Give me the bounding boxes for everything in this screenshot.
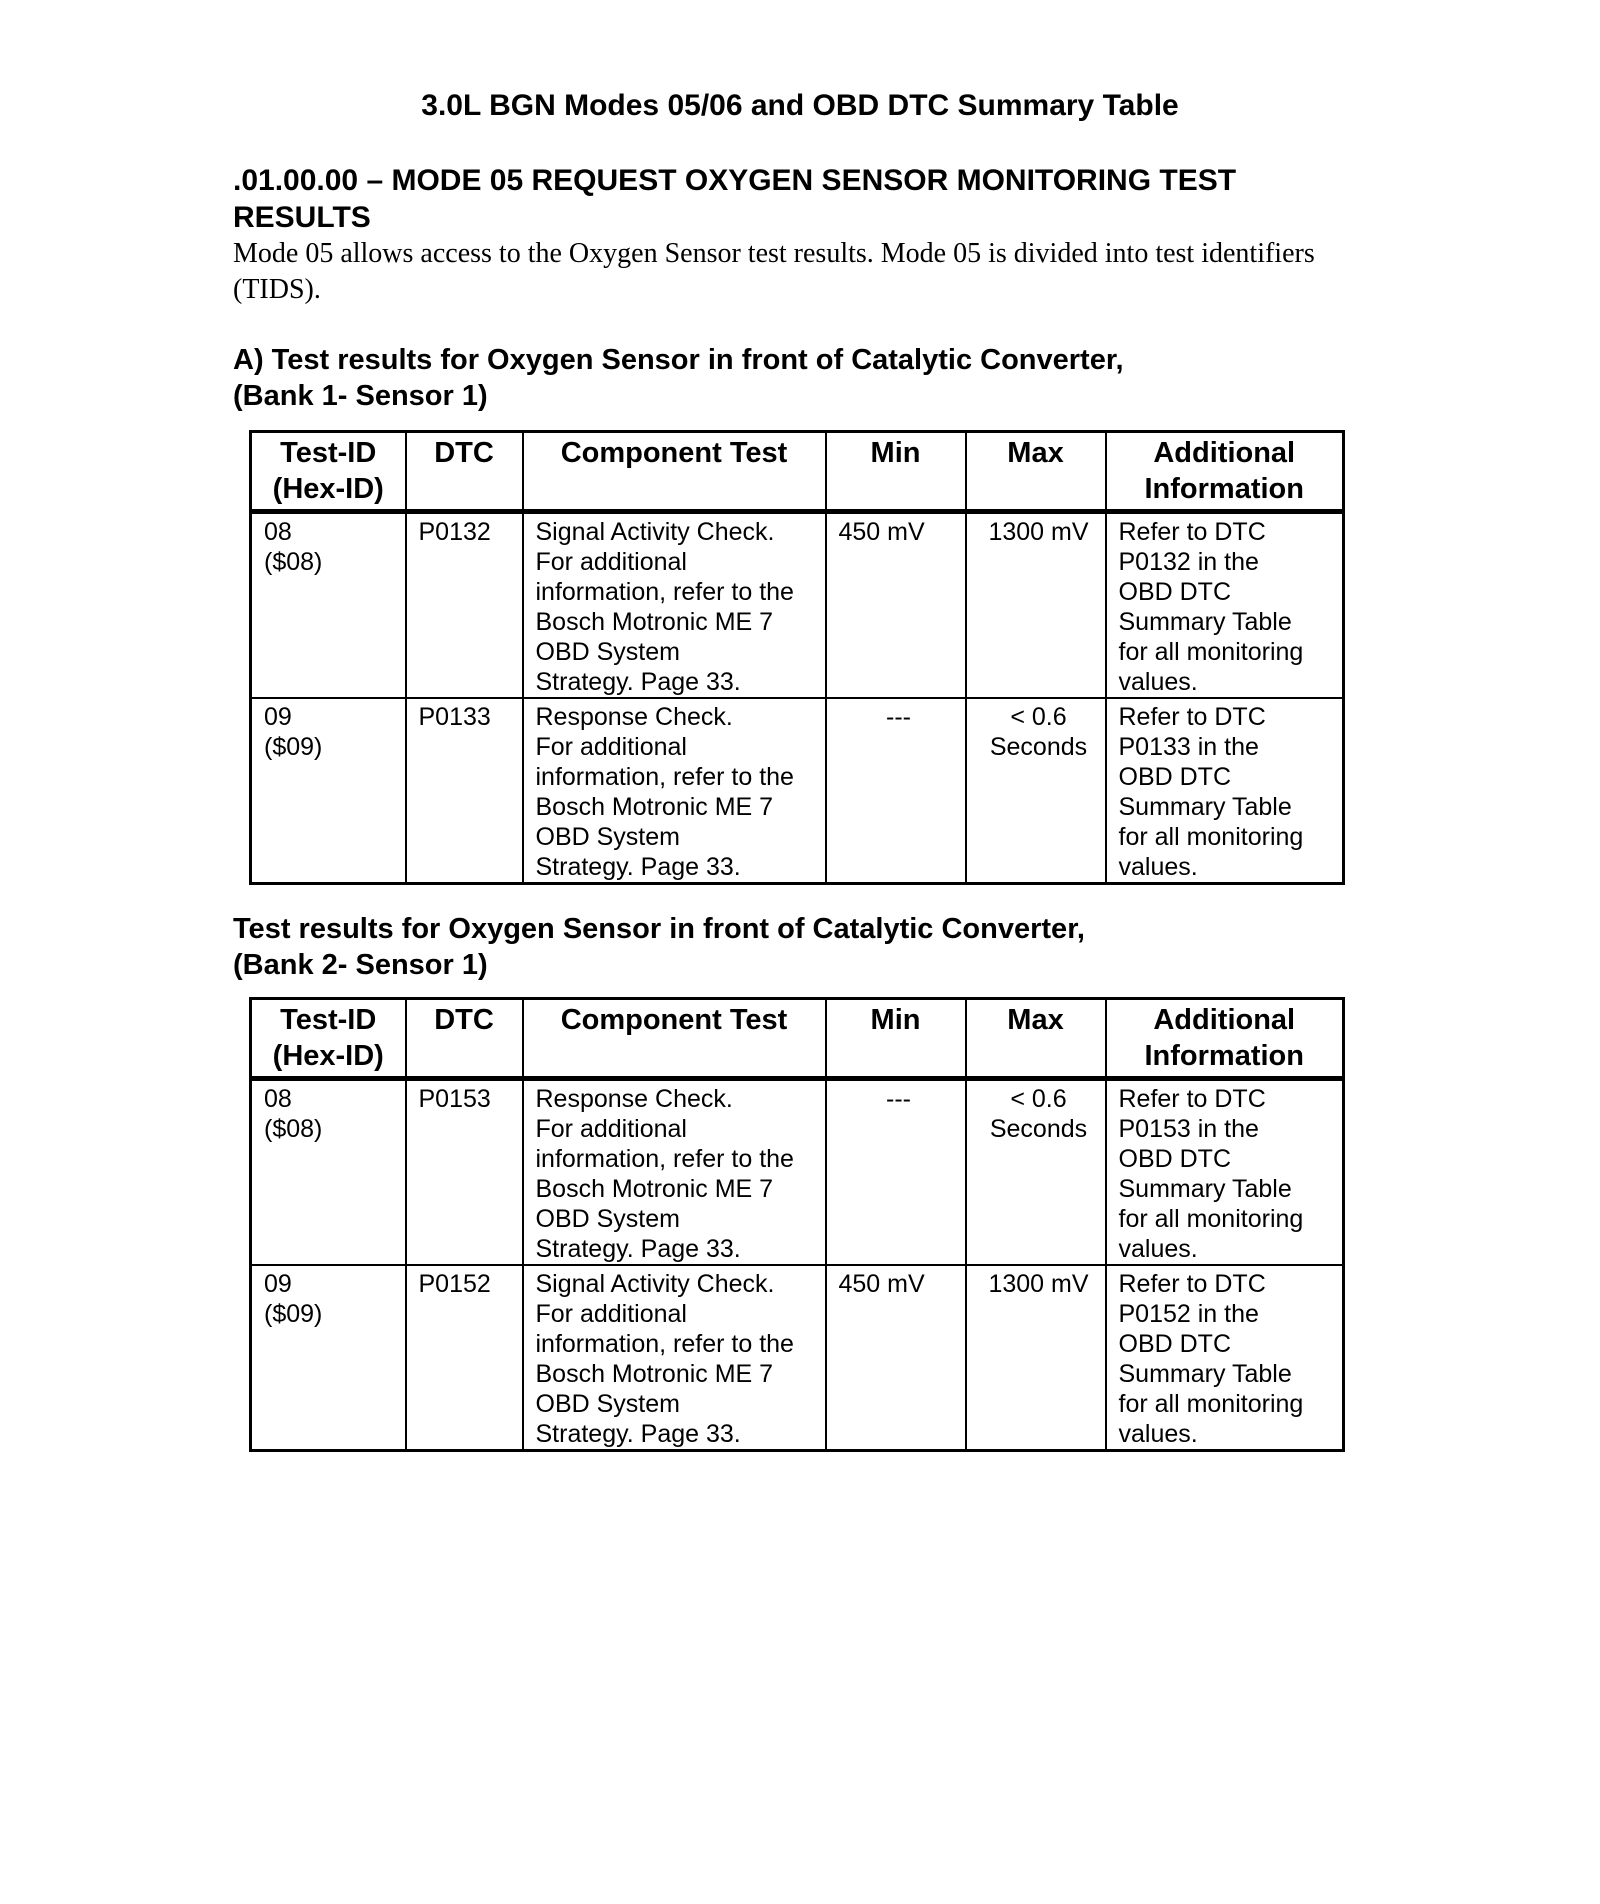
table-header-row — [251, 999, 1344, 1079]
header-min: Min — [826, 432, 966, 512]
header-additional-information: Additional Information — [1106, 432, 1344, 512]
table-header-row — [251, 432, 1344, 512]
cell-test-id: 08 ($08) — [251, 1079, 406, 1266]
cell-test-id: 09 ($09) — [251, 698, 406, 884]
bank1-heading-line: (Bank 1- Sensor 1) — [233, 380, 488, 412]
cell-max: 1300 mV — [966, 512, 1106, 699]
cell-dtc: P0132 — [406, 512, 523, 699]
header-component-test: Component Test — [523, 999, 826, 1079]
header-min: Min — [826, 999, 966, 1079]
cell-additional-information: Refer to DTC P0132 in the OBD DTC Summary Table for all monitoring values. — [1106, 512, 1344, 699]
cell-component-test: Signal Activity Check. For additional information, refer to the Bosch Motronic ME 7 OBD System Strategy. Page 33. — [523, 1265, 826, 1451]
cell-max: < 0.6 Seconds — [966, 698, 1106, 884]
cell-min: --- — [826, 1079, 966, 1266]
bank2-results-table — [249, 997, 1345, 1452]
header-max: Max — [966, 432, 1106, 512]
bank2-heading — [233, 911, 1363, 983]
header-test-id: Test-ID (Hex-ID) — [251, 999, 406, 1079]
cell-component-test: Response Check. For additional information, refer to the Bosch Motronic ME 7 OBD System Strategy. Page 33. — [523, 698, 826, 884]
table-row — [251, 698, 1344, 884]
table-row — [251, 512, 1344, 699]
header-test-id: Test-ID (Hex-ID) — [251, 432, 406, 512]
cell-min: 450 mV — [826, 1265, 966, 1451]
table-row — [251, 1265, 1344, 1451]
intro-paragraph: Mode 05 allows access to the Oxygen Sensor test results. Mode 05 is divided into test identifiers (TIDS). — [233, 238, 1315, 305]
header-dtc: DTC — [406, 432, 523, 512]
section-heading: .01.00.00 – MODE 05 REQUEST OXYGEN SENSOR MONITORING TEST RESULTS — [233, 164, 1237, 234]
page-title: 3.0L BGN Modes 05/06 and OBD DTC Summary Table — [421, 89, 1179, 122]
cell-max: < 0.6 Seconds — [966, 1079, 1106, 1266]
cell-additional-information: Refer to DTC P0153 in the OBD DTC Summary Table for all monitoring values. — [1106, 1079, 1344, 1266]
cell-test-id: 09 ($09) — [251, 1265, 406, 1451]
cell-component-test: Response Check. For additional information, refer to the Bosch Motronic ME 7 OBD System Strategy. Page 33. — [523, 1079, 826, 1266]
cell-min: 450 mV — [826, 512, 966, 699]
header-additional-information: Additional Information — [1106, 999, 1344, 1079]
bank1-results-table — [249, 430, 1345, 885]
table-row — [251, 1079, 1344, 1266]
header-max: Max — [966, 999, 1106, 1079]
cell-dtc: P0153 — [406, 1079, 523, 1266]
bank2-heading-line: Test results for Oxygen Sensor in front of Catalytic Converter, — [233, 913, 1085, 945]
header-component-test: Component Test — [523, 432, 826, 512]
bank1-heading — [233, 342, 1363, 414]
bank1-heading-line: A) Test results for Oxygen Sensor in front of Catalytic Converter, — [233, 344, 1124, 376]
cell-dtc: P0152 — [406, 1265, 523, 1451]
cell-min: --- — [826, 698, 966, 884]
cell-dtc: P0133 — [406, 698, 523, 884]
cell-component-test: Signal Activity Check. For additional information, refer to the Bosch Motronic ME 7 OBD System Strategy. Page 33. — [523, 512, 826, 699]
bank2-heading-line: (Bank 2- Sensor 1) — [233, 949, 488, 981]
header-dtc: DTC — [406, 999, 523, 1079]
cell-additional-information: Refer to DTC P0152 in the OBD DTC Summary Table for all monitoring values. — [1106, 1265, 1344, 1451]
cell-max: 1300 mV — [966, 1265, 1106, 1451]
cell-additional-information: Refer to DTC P0133 in the OBD DTC Summary Table for all monitoring values. — [1106, 698, 1344, 884]
cell-test-id: 08 ($08) — [251, 512, 406, 699]
